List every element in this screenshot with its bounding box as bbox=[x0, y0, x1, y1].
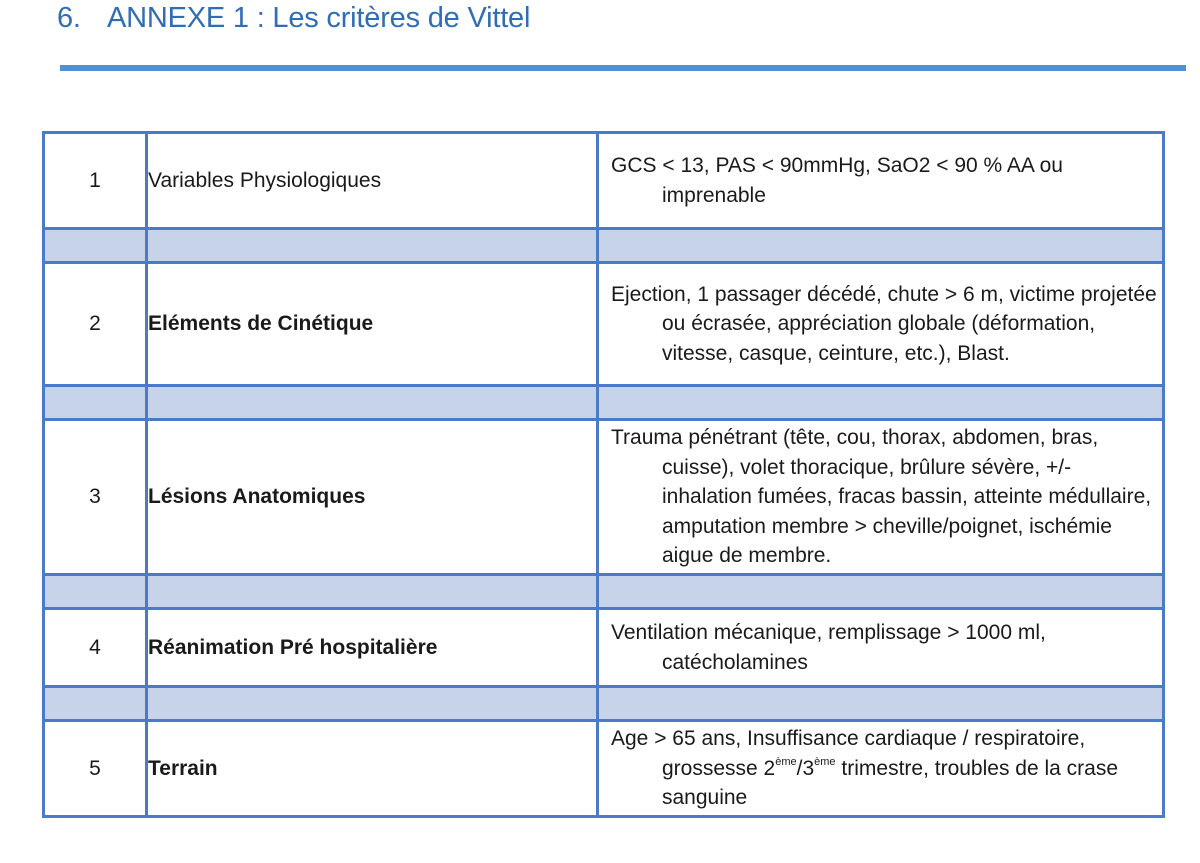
row-label: Terrain bbox=[147, 721, 598, 817]
row-label: Lésions Anatomiques bbox=[147, 420, 598, 575]
section-title: ANNEXE 1 : Les critères de Vittel bbox=[107, 2, 531, 34]
row-description: GCS < 13, PAS < 90mmHg, SaO2 < 90 % AA ou imprenable bbox=[611, 154, 1063, 207]
row-number: 3 bbox=[44, 420, 147, 575]
table-row bbox=[44, 721, 1164, 817]
row-description: Ventilation mécanique, remplissage > 1000 ml, catécholamines bbox=[611, 621, 1046, 674]
row-number: 1 bbox=[44, 133, 147, 229]
row-number: 4 bbox=[44, 609, 147, 687]
row-label: Réanimation Pré hospitalière bbox=[147, 609, 598, 687]
desc-text: Age > 65 ans, Insuffisance cardiaque / respiratoire, grossesse 2 bbox=[611, 727, 1086, 780]
spacer-row bbox=[44, 229, 1164, 263]
superscript: ème bbox=[814, 755, 836, 768]
row-label: Variables Physiologiques bbox=[147, 133, 598, 229]
spacer-row bbox=[44, 687, 1164, 721]
row-description bbox=[599, 724, 1162, 813]
row-label: Eléments de Cinétique bbox=[147, 263, 598, 386]
section-heading bbox=[57, 2, 530, 35]
row-description: Trauma pénétrant (tête, cou, thorax, abdomen, bras, cuisse), volet thoracique, brûlure sévère, +/- inhalation fumées, fracas bassin, atteinte médullaire, amputation membre > cheville/poignet, ischémie aigue de membre. bbox=[611, 426, 1152, 568]
table-row bbox=[44, 263, 1164, 386]
row-number: 5 bbox=[44, 721, 147, 817]
desc-text: /3 bbox=[796, 756, 815, 780]
heading-underline bbox=[60, 65, 1186, 71]
row-description-cell bbox=[598, 721, 1164, 817]
section-number: 6. bbox=[57, 2, 81, 34]
spacer-row bbox=[44, 575, 1164, 609]
table-row bbox=[44, 609, 1164, 687]
desc-text: trimestre, troubles de la crase sanguine bbox=[662, 756, 1119, 810]
row-description-cell bbox=[598, 133, 1164, 229]
row-number: 2 bbox=[44, 263, 147, 386]
row-description: Ejection, 1 passager décédé, chute > 6 m, victime projetée ou écrasée, appréciation globale (déformation, vitesse, casque, ceinture, etc.), Blast. bbox=[611, 282, 1157, 365]
spacer-row bbox=[44, 386, 1164, 420]
row-description-cell bbox=[598, 609, 1164, 687]
row-description-cell bbox=[598, 420, 1164, 575]
table-row bbox=[44, 420, 1164, 575]
superscript: ème bbox=[775, 755, 797, 768]
vittel-criteria-table bbox=[42, 131, 1165, 818]
row-description-cell bbox=[598, 263, 1164, 386]
table-row bbox=[44, 133, 1164, 229]
